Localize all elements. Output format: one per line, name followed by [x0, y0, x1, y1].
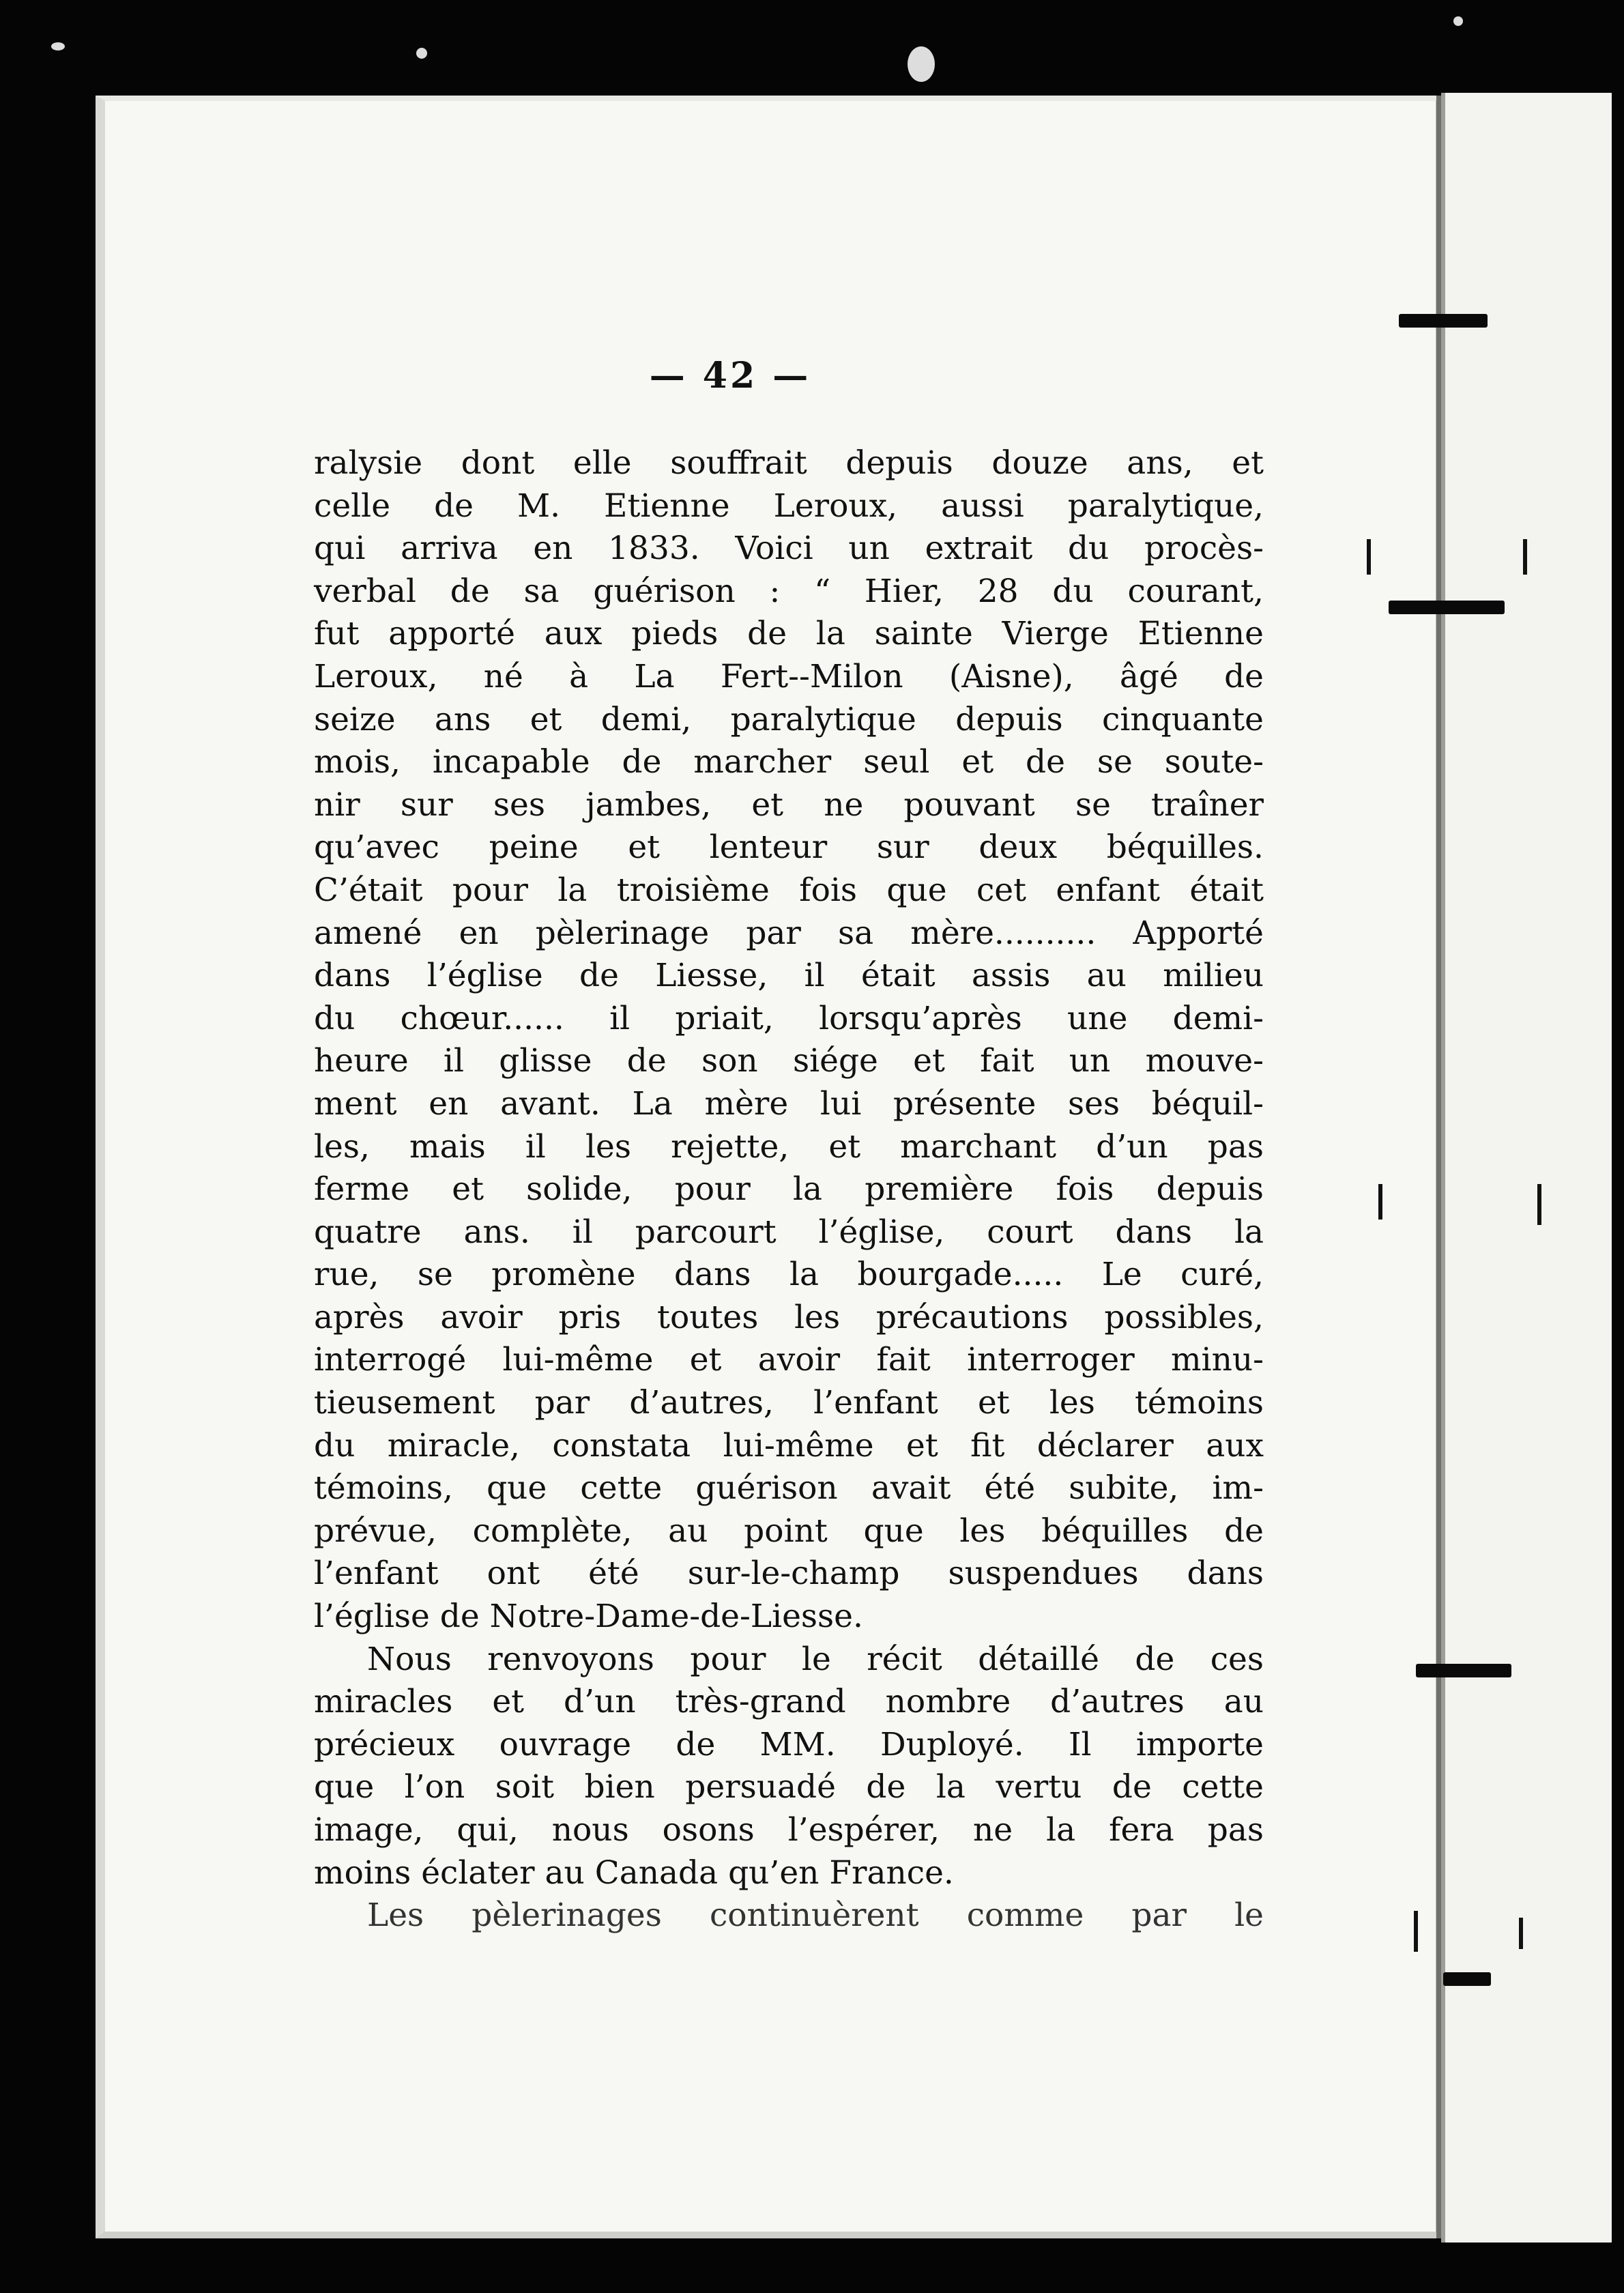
text-line: tieusement par d’autres, l’enfant et les témoins: [314, 1384, 1264, 1422]
text-line: les, mais il les rejette, et marchant d’un pas: [314, 1127, 1264, 1166]
text-line: image, qui, nous osons l’espérer, ne la fera pas: [314, 1811, 1264, 1849]
text-line: amené en pèlerinage par sa mère.......... Apporté: [314, 914, 1264, 952]
text-line: que l’on soit bien persuadé de la vertu de cette: [314, 1768, 1264, 1806]
paragraph: [314, 442, 1264, 1639]
text-line: quatre ans. il parcourt l’église, court dans la: [314, 1213, 1264, 1251]
text-line: précieux ouvrage de MM. Duployé. Il importe: [314, 1725, 1264, 1763]
text-line: C’était pour la troisième fois que cet enfant était: [314, 871, 1264, 909]
text-line: qui arriva en 1833. Voici un extrait du procès-: [314, 530, 1264, 568]
text-line: l’église de Notre-Dame-de-Liesse.: [314, 1598, 863, 1636]
text-line: dans l’église de Liesse, il était assis au milieu: [314, 957, 1264, 995]
text-line: rue, se promène dans la bourgade..... Le curé,: [314, 1256, 1264, 1294]
paragraph: [314, 1894, 1264, 1937]
text-line: prévue, complète, au point que les béquilles de: [314, 1512, 1264, 1550]
text-line: du chœur...... il priait, lorsqu’après une demi-: [314, 999, 1264, 1037]
dust-speck: [908, 46, 935, 82]
text-line: seize ans et demi, paralytique depuis cinquante: [314, 700, 1264, 738]
text-line: fut apporté aux pieds de la sainte Vierge Etienne: [314, 615, 1264, 653]
dust-speck: [1453, 16, 1463, 26]
dust-speck: [51, 42, 65, 51]
text-line: celle de M. Etienne Leroux, aussi paralytique,: [314, 487, 1264, 525]
margin-tick: [1414, 1911, 1418, 1952]
text-line: Nous renvoyons pour le récit détaillé de ces: [367, 1640, 1264, 1678]
facing-page-edge: [1441, 93, 1612, 2242]
text-line: ment en avant. La mère lui présente ses béquil-: [314, 1084, 1264, 1123]
text-line: nir sur ses jambes, et ne pouvant se traîner: [314, 785, 1264, 824]
page-number-text: — 42 —: [649, 355, 811, 396]
paragraph: [314, 1639, 1264, 1895]
text-line: qu’avec peine et lenteur sur deux béquilles.: [314, 828, 1264, 867]
margin-tick: [1378, 1184, 1382, 1220]
text-line: témoins, que cette guérison avait été subite, im-: [314, 1469, 1264, 1508]
text-line: Les pèlerinages continuèrent comme par le: [367, 1897, 1264, 1935]
text-line: du miracle, constata lui-même et fit déclarer aux: [314, 1426, 1264, 1465]
binding-mark: [1389, 601, 1505, 614]
text-line: ralysie dont elle souffrait depuis douze ans, et: [314, 444, 1264, 482]
binding-mark: [1416, 1664, 1511, 1677]
text-line: interrogé lui-même et avoir fait interroger minu-: [314, 1341, 1264, 1379]
text-line: moins éclater au Canada qu’en France.: [314, 1854, 954, 1892]
binding-mark: [1399, 314, 1488, 328]
page-number: [0, 355, 1624, 396]
text-line: Leroux, né à La Fert--Milon (Aisne), âgé de: [314, 657, 1264, 695]
text-line: verbal de sa guérison : “ Hier, 28 du courant,: [314, 572, 1264, 610]
margin-tick: [1367, 539, 1371, 575]
binding-mark: [1443, 1972, 1491, 1986]
margin-tick: [1537, 1184, 1541, 1225]
margin-tick: [1523, 539, 1527, 575]
text-line: heure il glisse de son siége et fait un mouve-: [314, 1042, 1264, 1080]
body-text: [314, 442, 1264, 1937]
dust-speck: [416, 48, 427, 59]
text-line: ferme et solide, pour la première fois depuis: [314, 1170, 1264, 1209]
text-line: l’enfant ont été sur-le-champ suspendues dans: [314, 1555, 1264, 1593]
margin-tick: [1519, 1918, 1523, 1949]
text-line: après avoir pris toutes les précautions possibles,: [314, 1298, 1264, 1336]
text-line: mois, incapable de marcher seul et de se soute-: [314, 743, 1264, 781]
text-line: miracles et d’un très-grand nombre d’autres au: [314, 1683, 1264, 1721]
